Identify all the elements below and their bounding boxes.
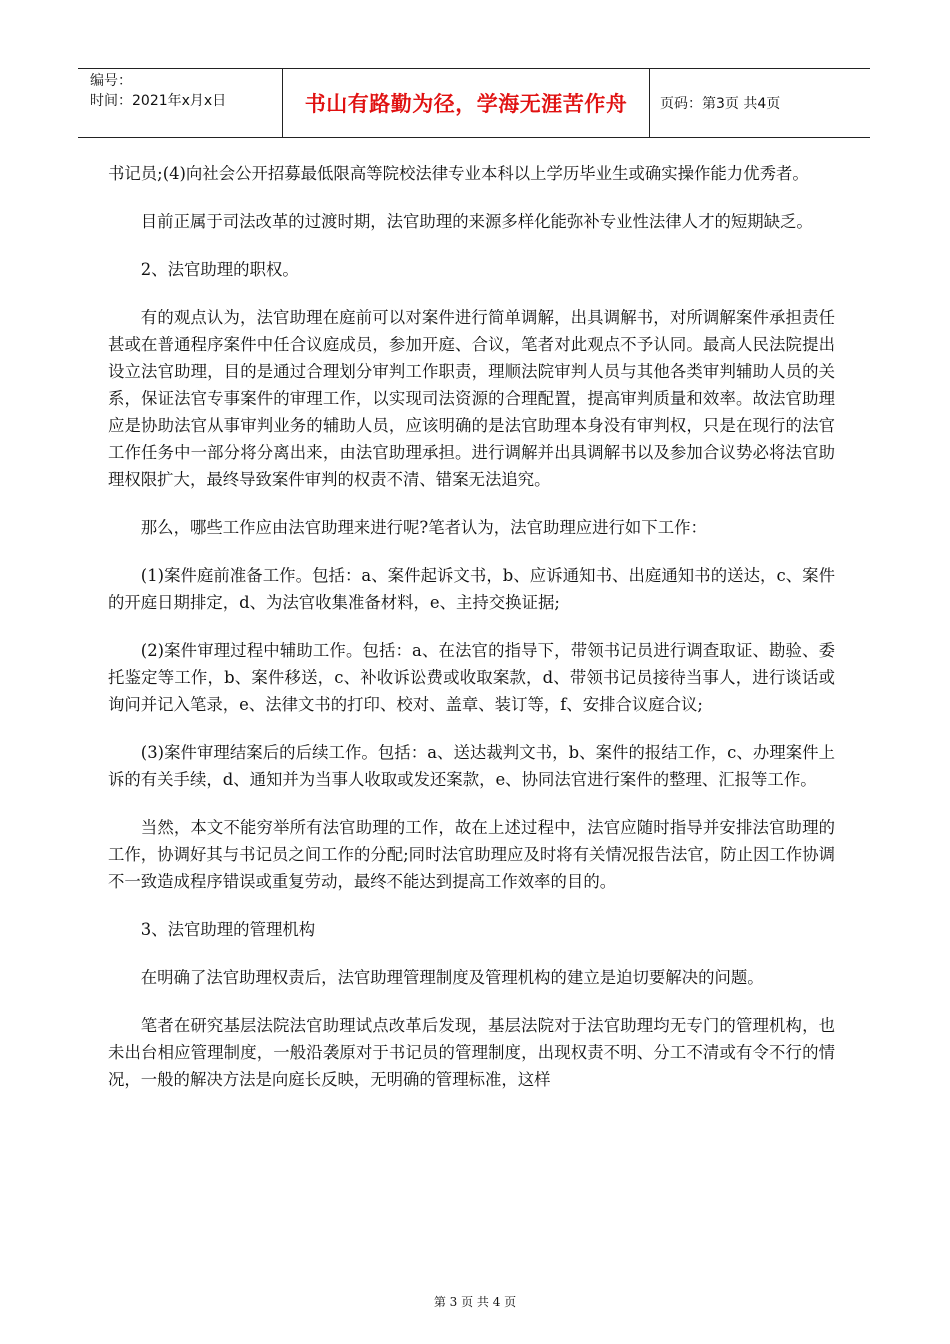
page-header bbox=[78, 68, 870, 138]
paragraph: 书记员;(4)向社会公开招募最低限高等院校法律专业本科以上学历毕业生或确实操作能力优秀者。 bbox=[108, 164, 809, 183]
header-number-label: 编号： bbox=[90, 73, 132, 89]
list-item: (3)案件审理结案后的后续工作。包括：a、送达裁判文书，b、案件的报结工作，c、办理案件上诉的有关手续，d、通知并为当事人收取或发还案款，e、协同法官进行案件的整理、汇报等工作。 bbox=[108, 743, 835, 789]
paragraph: 那么，哪些工作应由法官助理来进行呢?笔者认为，法官助理应进行如下工作： bbox=[140, 518, 707, 537]
header-meta bbox=[78, 69, 283, 137]
header-motto: 书山有路勤为径，学海无涯苦作舟 bbox=[283, 69, 650, 137]
document-body bbox=[108, 160, 835, 1114]
section-heading: 3、法官助理的管理机构 bbox=[140, 920, 316, 939]
section-heading: 2、法官助理的职权。 bbox=[140, 260, 299, 279]
list-item: (1)案件庭前准备工作。包括：a、案件起诉文书，b、应诉通知书、出庭通知书的送达，c、案件的开庭日期排定，d、为法官收集准备材料，e、主持交换证据; bbox=[108, 566, 835, 612]
paragraph: 在明确了法官助理权责后，法官助理管理制度及管理机构的建立是迫切要解决的问题。 bbox=[140, 968, 764, 987]
header-page-label: 页码：第3页 共4页 bbox=[660, 96, 781, 112]
header-date-label: 时间：2021年x月x日 bbox=[90, 93, 227, 109]
page-footer: 第 3 页 共 4 页 bbox=[433, 1295, 517, 1309]
paragraph: 目前正属于司法改革的过渡时期，法官助理的来源多样化能弥补专业性法律人才的短期缺乏。 bbox=[140, 212, 813, 231]
paragraph: 有的观点认为，法官助理在庭前可以对案件进行简单调解，出具调解书，对所调解案件承担责任甚或在普通程序案件中任合议庭成员，参加开庭、合议，笔者对此观点不予认同。最高人民法院提出设立法官助理，目的是通过合理划分审判工作职责，理顺法院审判人员与其他各类审判辅助人员的关系，保证法官专事案件的审理工作，以实现司法资源的合理配置，提高审判质量和效率。故法官助理应是协助法官从事审判业务的辅助人员，应该明确的是法官助理本身没有审判权，只是在现行的法官工作任务中一部分将分离出来，由法官助理承担。进行调解并出具调解书以及参加合议势必将法官助理权限扩大，最终导致案件审判的权责不清、错案无法追究。 bbox=[108, 308, 835, 489]
list-item: (2)案件审理过程中辅助工作。包括：a、在法官的指导下，带领书记员进行调查取证、勘验、委托鉴定等工作，b、案件移送，c、补收诉讼费或收取案款，d、带领书记员接待当事人，进行谈话或询问并记入笔录，e、法律文书的打印、校对、盖章、装订等，f、安排合议庭合议; bbox=[108, 641, 835, 714]
paragraph: 当然，本文不能穷举所有法官助理的工作，故在上述过程中，法官应随时指导并安排法官助理的工作，协调好其与书记员之间工作的分配;同时法官助理应及时将有关情况报告法官，防止因工作协调不一致造成程序错误或重复劳动，最终不能达到提高工作效率的目的。 bbox=[108, 818, 835, 891]
paragraph: 笔者在研究基层法院法官助理试点改革后发现，基层法院对于法官助理均无专门的管理机构，也未出台相应管理制度，一般沿袭原对于书记员的管理制度，出现权责不明、分工不清或有令不行的情况，一般的解决方法是向庭长反映，无明确的管理标准，这样 bbox=[108, 1016, 835, 1089]
